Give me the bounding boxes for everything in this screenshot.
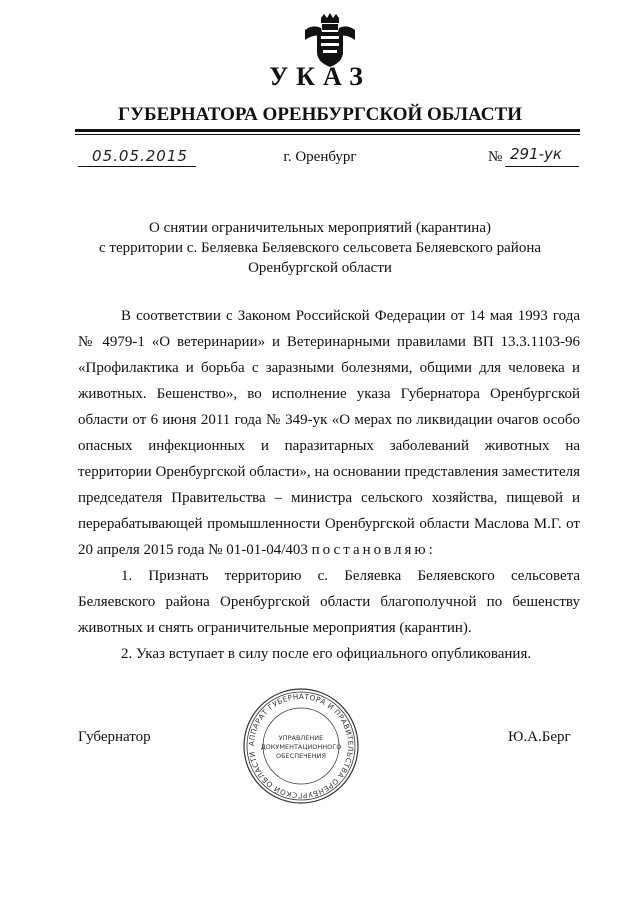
decree-date: 05.05.2015	[92, 147, 188, 165]
preamble-text: В соответствии с Законом Российской Федерации от 14 мая 1993 года № 4979-1 «О ветеринарии» и Ветеринарными правилами ВП 13.3.1103-96 «Профилактика и борьба с заразными болезнями, общими для человека и животных. Бешенство», во исполнение указа Губернатора Оренбургской области от 6 июня 2011 года № 349-ук «О мерах по ликвидации очагов особо опасных инфекционных и паразитарных заболеваний животных на территории Оренбургской области», на основании представления заместителя председателя Правительства – министра сельского хозяйства, пищевой и перерабатывающей промышленности Оренбургской области Маслова М.Г. от 20 апреля 2015 года № 01-01-04/403	[78, 308, 580, 558]
decree-city: г. Оренбург	[283, 149, 357, 165]
stamp-ring-text: АППАРАТ ГУБЕРНАТОРА И ПРАВИТЕЛЬСТВА ОРЕНБУРГСКОЙ ОБЛАСТИ	[246, 691, 356, 801]
header-divider-thick	[75, 129, 580, 132]
decree-body	[78, 303, 580, 667]
signatory-position: Губернатор	[78, 729, 151, 745]
signatory-name: Ю.А.Берг	[508, 729, 571, 745]
decree-subtitle: ГУБЕРНАТОРА ОРЕНБУРГСКОЙ ОБЛАСТИ	[118, 104, 522, 125]
header-divider-thin	[75, 134, 580, 135]
number-sign: №	[488, 149, 503, 165]
decree-title: УКАЗ	[269, 62, 371, 91]
official-stamp	[241, 686, 361, 806]
number-underline	[505, 166, 579, 167]
decree-heading	[60, 218, 580, 278]
body-paragraph-2: 2. Указ вступает в силу после его официального опубликования.	[121, 646, 532, 662]
heading-line-3: Оренбургской области	[248, 260, 392, 276]
stamp-line-3: ОБЕСПЕЧЕНИЯ	[275, 752, 327, 760]
directive-word: постановляю:	[311, 542, 436, 558]
heading-line-2: с территории с. Беляевка Беляевского сельсовета Беляевского района	[98, 240, 542, 256]
body-paragraph-1: 1. Признать территорию с. Беляевка Беляевского сельсовета Беляевского района Оренбургской области благополучной по бешенству животных и снять ограничительные мероприятия (карантин).	[78, 568, 580, 636]
decree-number: 291-ук	[510, 145, 562, 163]
date-underline	[78, 166, 196, 167]
heading-line-1: О снятии ограничительных мероприятий (карантина)	[149, 220, 491, 236]
stamp-line-1: УПРАВЛЕНИЕ	[278, 734, 324, 742]
body-paragraph-preamble	[78, 303, 580, 563]
stamp-line-2: ДОКУМЕНТАЦИОННОГО	[260, 743, 342, 751]
